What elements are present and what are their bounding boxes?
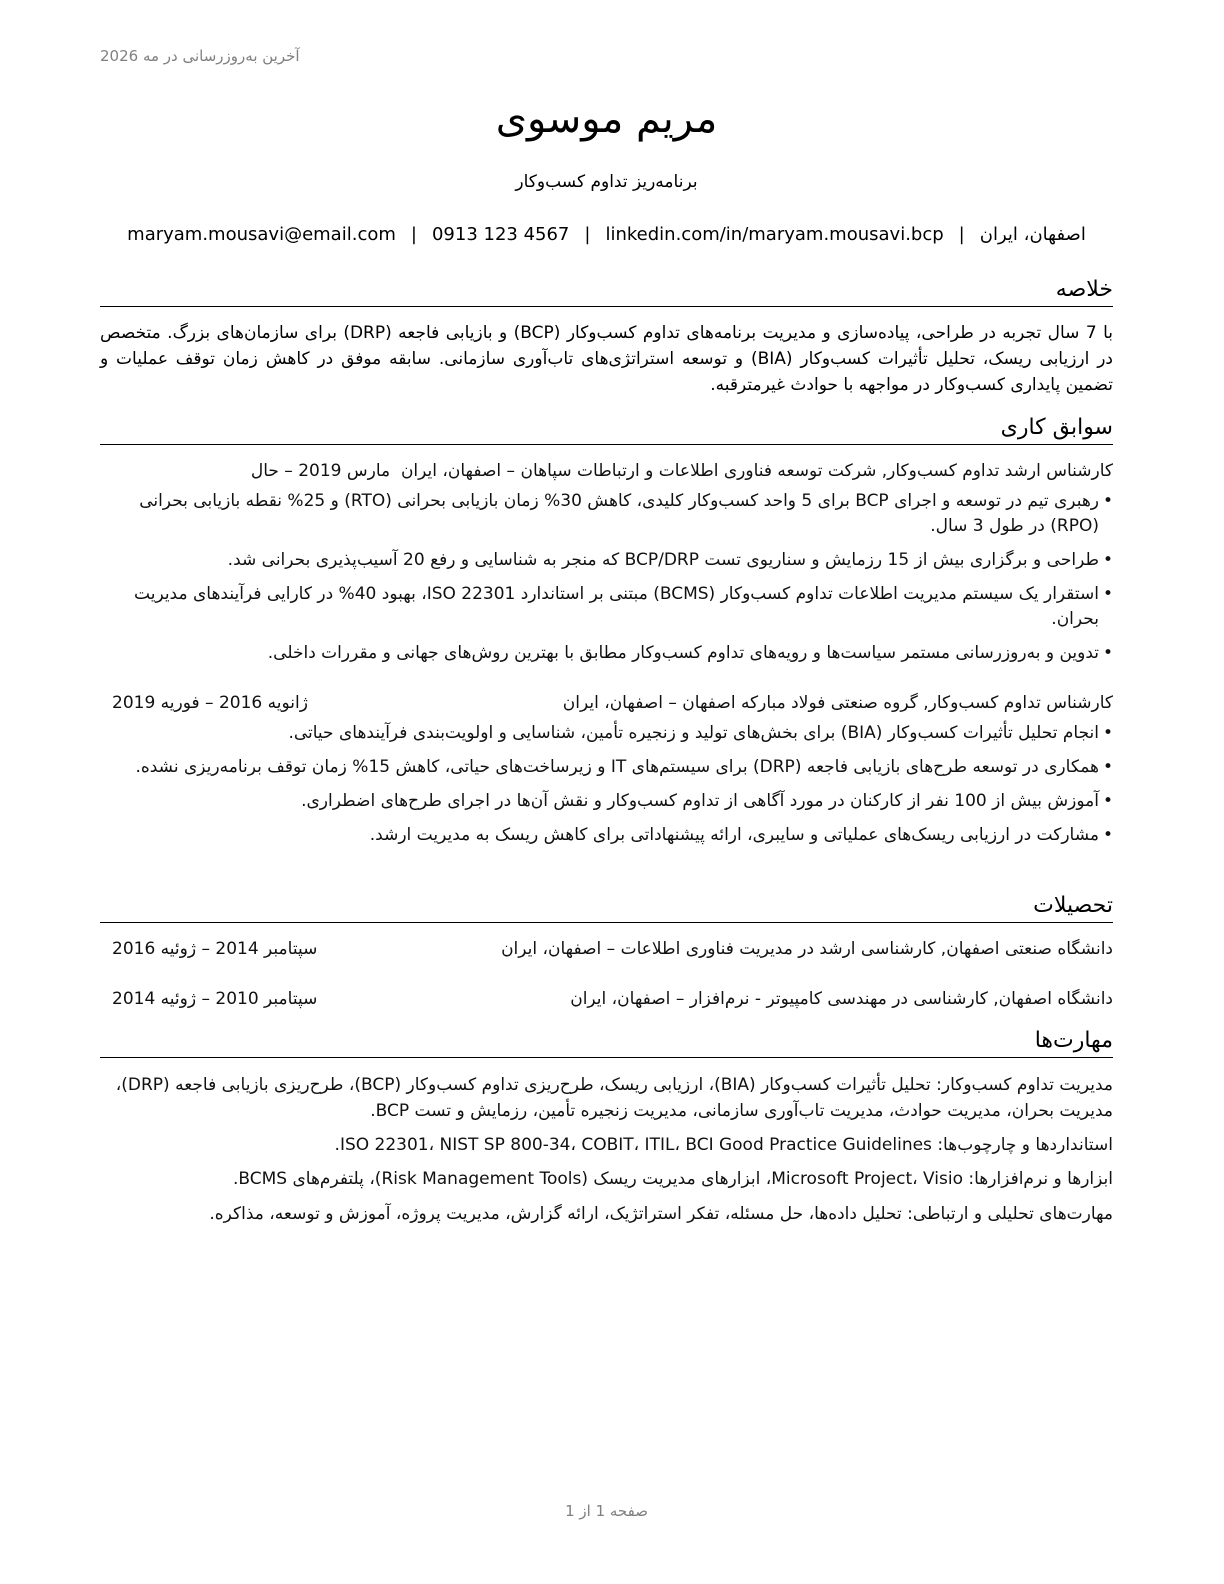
job-header-1: کارشناس ارشد تداوم کسب‌وکار, شرکت توسعه فناوری اطلاعات و ارتباطات سپاهان – اصفهان، ایران مارس 2019 – حال xyxy=(250,461,1113,481)
education-heading: تحصیلات xyxy=(100,892,1113,923)
job-2-bullets xyxy=(100,721,1113,857)
contact-line xyxy=(100,224,1113,245)
skill-line: استانداردها و چارچوب‌ها: ISO 22301، NIST SP 800-34، COBIT، ITIL، BCI Good Practice Guidelines. xyxy=(334,1135,1113,1155)
contact-phone[interactable]: 0913 123 4567 xyxy=(431,224,570,245)
list-item: • رهبری تیم در توسعه و اجرای BCP برای 5 واحد کسب‌وکار کلیدی، کاهش 30% زمان بازیابی بحرانی (RTO) و 25% نقطه بازیابی بحرانی (RPO) در طول 3 سال. xyxy=(139,491,1113,536)
edu-school: دانشگاه صنعتی اصفهان xyxy=(946,939,1113,959)
education-row: دانشگاه اصفهان, کارشناسی در مهندسی کامپیوتر - نرم‌افزار – اصفهان، ایران سپتامبر 2010 – ژوئیه 2014 xyxy=(100,986,1113,1012)
contact-location: اصفهان، ایران xyxy=(979,224,1086,245)
contact-email[interactable]: maryam.mousavi@email.com xyxy=(127,224,396,245)
list-item: • استقرار یک سیستم مدیریت اطلاعات تداوم کسب‌وکار (BCMS) مبتنی بر استاندارد ISO 22301، بهبود 40% در کارایی فرآیندهای مدیریت بحران. xyxy=(134,584,1113,629)
page-number: صفحه 1 از 1 xyxy=(565,1502,648,1520)
list-item: • مشارکت در ارزیابی ریسک‌های عملیاتی و سایبری، ارائه پیشنهاداتی برای کاهش ریسک به مدیریت ارشد. xyxy=(369,825,1113,845)
summary-heading: خلاصه xyxy=(100,276,1113,307)
edu-location: اصفهان، ایران xyxy=(501,939,602,959)
contact-separator: | xyxy=(958,224,965,245)
job-company: شرکت توسعه فناوری اطلاعات و ارتباطات سپاهان xyxy=(520,461,877,481)
edu-location: اصفهان، ایران xyxy=(570,989,671,1009)
job-role: کارشناس تداوم کسب‌وکار xyxy=(928,693,1113,713)
last-updated-note: آخرین به‌روزرسانی در مه 2026 xyxy=(100,47,300,65)
edu-school: دانشگاه اصفهان xyxy=(998,989,1113,1009)
job-header-2: کارشناس تداوم کسب‌وکار, گروه صنعتی فولاد مبارکه اصفهان – اصفهان، ایران ژانویه 2016 – فوریه 2019 xyxy=(100,690,1113,716)
edu-dates: سپتامبر 2014 – ژوئیه 2016 xyxy=(112,939,318,959)
experience-heading: سوابق کاری xyxy=(100,414,1113,445)
skill-line: ابزارها و نرم‌افزارها: Microsoft Project، Visio، ابزارهای مدیریت ریسک (Risk Management Tools)، پلتفرم‌های BCMS. xyxy=(232,1169,1113,1189)
education-row: دانشگاه صنعتی اصفهان, کارشناسی ارشد در مدیریت فناوری اطلاعات – اصفهان، ایران سپتامبر 2014 – ژوئیه 2016 xyxy=(100,936,1113,962)
job-location: اصفهان، ایران xyxy=(400,461,502,481)
skill-line: مدیریت تداوم کسب‌وکار: تحلیل تأثیرات کسب‌وکار (BIA)، ارزیابی ریسک، طرح‌ریزی تداوم کسب‌وکار (BCP)، طرح‌ریزی بازیابی فاجعه (DRP)، مدیریت بحران، مدیریت حوادث، مدیریت تاب‌آوری سازمانی، مدیریت زنجیره تأمین، رزمایش و تست BCP. xyxy=(115,1075,1113,1121)
list-item: • آموزش بیش از 100 نفر از کارکنان در مورد آگاهی از تداوم کسب‌وکار و نقش آن‌ها در اجرای طرح‌های اضطراری. xyxy=(301,791,1113,811)
contact-linkedin[interactable]: linkedin.com/in/maryam.mousavi.bcp xyxy=(605,224,944,245)
job-dates: ژانویه 2016 – فوریه 2019 xyxy=(112,693,308,713)
edu-dates: سپتامبر 2010 – ژوئیه 2014 xyxy=(112,989,318,1009)
job-title: برنامه‌ریز تداوم کسب‌وکار xyxy=(515,172,698,192)
candidate-name: مریم موسوی xyxy=(495,96,718,142)
job-1-bullets xyxy=(100,489,1113,675)
skill-line: مهارت‌های تحلیلی و ارتباطی: تحلیل داده‌ها، حل مسئله، تفکر استراتژیک، ارائه گزارش، مدیریت پروژه، آموزش و توسعه، مذاکره. xyxy=(209,1204,1113,1224)
resume-page xyxy=(100,0,1113,1584)
skills-heading: مهارت‌ها xyxy=(100,1027,1113,1058)
list-item: • انجام تحلیل تأثیرات کسب‌وکار (BIA) برای بخش‌های تولید و زنجیره تأمین، شناسایی و اولویت‌بندی فرآیندهای حیاتی. xyxy=(288,723,1113,743)
list-item: • طراحی و برگزاری بیش از 15 رزمایش و سناریوی تست BCP/DRP که منجر به شناسایی و رفع 20 آسیب‌پذیری بحرانی شد. xyxy=(227,550,1113,570)
job-dates: مارس 2019 – حال xyxy=(250,461,391,481)
job-location: اصفهان، ایران xyxy=(562,693,663,713)
job-company: گروه صنعتی فولاد مبارکه اصفهان xyxy=(682,693,918,713)
contact-separator: | xyxy=(410,224,417,245)
summary-text: با 7 سال تجربه در طراحی، پیاده‌سازی و مدیریت برنامه‌های تداوم کسب‌وکار (BCP) و بازیابی فاجعه (DRP) برای سازمان‌های بزرگ. متخصص در ارزیابی ریسک، تحلیل تأثیرات کسب‌وکار (BIA) و توسعه استراتژی‌های تاب‌آوری سازمانی. سابقه موفق در کاهش زمان توقف عملیات و تضمین پایداری کسب‌وکار در مواجهه با حوادث غیرمترقبه. xyxy=(100,323,1113,395)
contact-separator: | xyxy=(584,224,591,245)
list-item: • تدوین و به‌روزرسانی مستمر سیاست‌ها و رویه‌های تداوم کسب‌وکار مطابق با بهترین روش‌های جهانی و مقررات داخلی. xyxy=(267,643,1113,663)
job-role: کارشناس ارشد تداوم کسب‌وکار xyxy=(887,461,1113,481)
list-item: • همکاری در توسعه طرح‌های بازیابی فاجعه (DRP) برای سیستم‌های IT و زیرساخت‌های حیاتی، کاهش 15% زمان توقف برنامه‌ریزی نشده. xyxy=(135,757,1113,777)
edu-degree: کارشناسی ارشد در مدیریت فناوری اطلاعات xyxy=(620,939,936,959)
edu-degree: کارشناسی در مهندسی کامپیوتر - نرم‌افزار xyxy=(689,989,988,1009)
